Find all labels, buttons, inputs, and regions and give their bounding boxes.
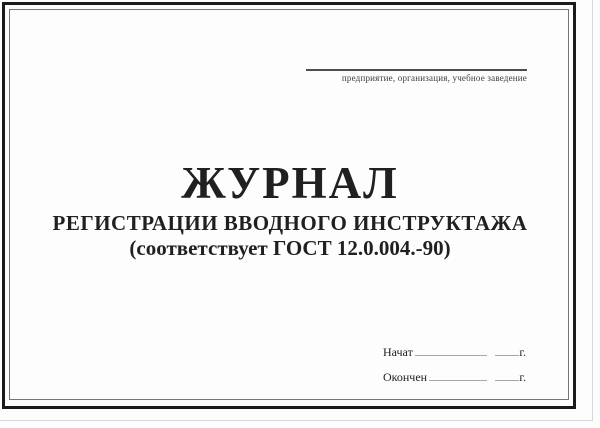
title-block xyxy=(10,159,570,261)
started-date-row xyxy=(383,344,526,359)
finished-year-suffix: г. xyxy=(519,370,526,384)
journal-subtitle: РЕГИСТРАЦИИ ВВОДНОГО ИНСТРУКТАЖА xyxy=(52,211,528,235)
organization-caption: предприятие, организация, учебное заведение xyxy=(341,73,527,83)
started-label: Начат xyxy=(383,345,413,359)
finished-label: Окончен xyxy=(383,370,428,384)
finished-date-fill-line xyxy=(429,369,487,381)
started-date-fill-line xyxy=(415,344,488,356)
gost-reference: (соответствует ГОСТ 12.0.004.-90) xyxy=(129,236,451,260)
finished-date-row xyxy=(383,369,526,384)
started-year-fill-line xyxy=(495,344,519,356)
finished-year-fill-line xyxy=(495,369,519,381)
organization-fill-line xyxy=(306,69,527,71)
started-year-suffix: г. xyxy=(519,345,526,359)
journal-title: ЖУРНАЛ xyxy=(181,158,399,208)
